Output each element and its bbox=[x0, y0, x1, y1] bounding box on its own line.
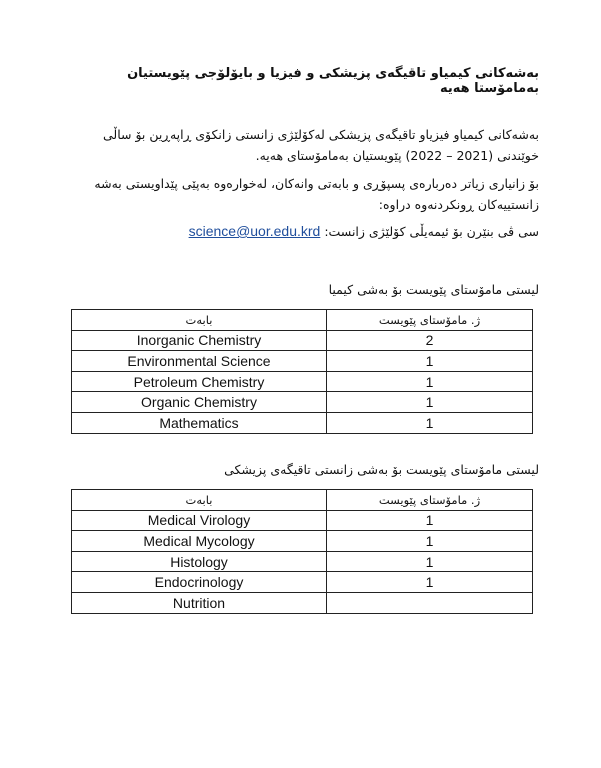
count-cell: 1 bbox=[327, 551, 533, 572]
subject-cell: Organic Chemistry bbox=[72, 392, 327, 413]
count-cell: 1 bbox=[327, 510, 533, 531]
subject-column-header: بابەت bbox=[72, 490, 327, 511]
count-cell: 1 bbox=[327, 572, 533, 593]
subject-cell: Medical Virology bbox=[72, 510, 327, 531]
table-row bbox=[72, 412, 533, 433]
chemistry-table-title: لیستی مامۆستای پێویست بۆ بەشی كیمیا bbox=[328, 282, 539, 297]
subject-cell: Mathematics bbox=[72, 412, 327, 433]
subject-cell: Histology bbox=[72, 551, 327, 572]
table-header-row bbox=[72, 490, 533, 511]
info-paragraph: بۆ زانیاری زیاتر دەربارەی پسپۆڕی و بابەتی وانەكان، لەخوارەوە بەپێی پێداویستی بەشە زانستییەكان ڕونكردنەوە دراوە: bbox=[94, 176, 539, 212]
subject-cell: Inorganic Chemistry bbox=[72, 330, 327, 351]
table-row bbox=[72, 351, 533, 372]
intro-paragraph: بەشەکانی کیمیاو فیزیاو تاقیگەی پزیشکی لەکۆلێژی زانستی زانکۆی ڕاپەڕین بۆ ساڵی خوێندنی (2021 – 2022) پێویستیان بەمامۆستای هەیە. bbox=[102, 127, 539, 163]
count-cell: 1 bbox=[327, 412, 533, 433]
count-cell bbox=[327, 592, 533, 613]
count-cell: 1 bbox=[327, 351, 533, 372]
table-row bbox=[72, 572, 533, 593]
subject-cell: Environmental Science bbox=[72, 351, 327, 372]
table-header-row bbox=[72, 310, 533, 331]
medical-lab-table-title: لیستی مامۆستای پێویست بۆ بەشی زانستی تاقیگەی پزیشكی bbox=[224, 462, 539, 477]
count-cell: 1 bbox=[327, 531, 533, 552]
document-heading: بەشەكانی كیمیاو تاقیگەی پزیشکی و فیزیا و بایۆلۆجی پێویستیان بەمامۆستا هەیە bbox=[127, 66, 539, 96]
subject-cell: Endocrinology bbox=[72, 572, 327, 593]
count-cell: 1 bbox=[327, 371, 533, 392]
count-cell: 2 bbox=[327, 330, 533, 351]
contact-label: سی ڤی بنێرن بۆ ئیمەیڵی کۆلێژی زانست: bbox=[324, 224, 539, 239]
table-row bbox=[72, 371, 533, 392]
table-row bbox=[72, 330, 533, 351]
table-row bbox=[72, 392, 533, 413]
subject-column-header: بابەت bbox=[72, 310, 327, 331]
contact-email-link[interactable]: science@uor.edu.krd bbox=[188, 223, 321, 239]
count-cell: 1 bbox=[327, 392, 533, 413]
count-column-header: ژ. مامۆستای پێویست bbox=[327, 310, 533, 331]
table-row bbox=[72, 551, 533, 572]
medical-lab-table bbox=[71, 489, 533, 614]
table-row bbox=[72, 592, 533, 613]
subject-cell: Petroleum Chemistry bbox=[72, 371, 327, 392]
chemistry-table bbox=[71, 309, 533, 434]
subject-cell: Nutrition bbox=[72, 592, 327, 613]
count-column-header: ژ. مامۆستای پێویست bbox=[327, 490, 533, 511]
subject-cell: Medical Mycology bbox=[72, 531, 327, 552]
table-row bbox=[72, 531, 533, 552]
contact-line bbox=[59, 221, 539, 242]
table-row bbox=[72, 510, 533, 531]
